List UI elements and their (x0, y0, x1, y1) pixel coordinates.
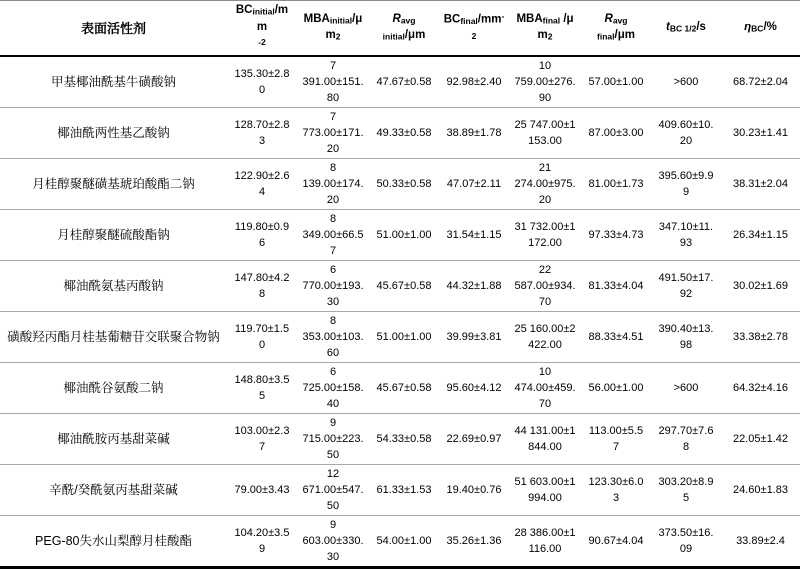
table-row (0, 363, 800, 414)
value-cell: 45.67±0.58 (376, 382, 432, 394)
value-cell: 22.05±1.42 (733, 433, 788, 445)
value-cell: 390.40±13.98 (658, 323, 714, 351)
header-text-part: /μm (404, 29, 426, 41)
value-cell: 31 732.00±1 172.00 (514, 221, 576, 249)
value-cell: 135.30±2.80 (234, 68, 290, 96)
header-text-part: BC (235, 4, 253, 16)
column-header-bc-initial (227, 1, 297, 57)
surfactant-name-cell: PEG-80失水山梨醇月桂酸酯 (35, 534, 192, 548)
value-cell: 22 587.00±934.70 (514, 264, 576, 308)
value-cell: 44.32±1.88 (446, 280, 502, 292)
value-cell: 123.30±6.03 (588, 476, 644, 504)
value-cell: 103.00±2.37 (234, 425, 290, 453)
column-header-mba-final (509, 1, 581, 57)
value-cell: 57.00±1.00 (588, 76, 644, 88)
value-cell: 491.50±17.92 (658, 272, 714, 300)
value-cell: 6 770.00±193.30 (302, 264, 364, 308)
value-cell: 81.33±4.04 (588, 280, 644, 292)
surfactant-name-cell: 椰油酰氨基丙酸钠 (63, 279, 164, 293)
value-cell: 95.60±4.12 (446, 382, 502, 394)
value-cell: 51.00±1.00 (376, 229, 432, 241)
value-cell: 68.72±2.04 (733, 76, 788, 88)
header-text-part: initial (252, 6, 275, 17)
surfactant-name-cell: 椰油酰胺丙基甜菜碱 (57, 432, 170, 446)
table-row (0, 516, 800, 568)
value-cell: 49.33±0.58 (376, 127, 432, 139)
value-cell: 56.00±1.00 (588, 382, 644, 394)
value-cell: 128.70±2.83 (234, 119, 290, 147)
value-cell: 45.67±0.58 (376, 280, 432, 292)
value-cell: 88.33±4.51 (588, 331, 644, 343)
table-body (0, 56, 800, 568)
value-cell: 10 759.00±276.90 (514, 60, 576, 104)
value-cell: 97.33±4.73 (588, 229, 644, 241)
value-cell: 87.00±3.00 (588, 127, 644, 139)
table-row (0, 108, 800, 159)
value-cell: 33.38±2.78 (733, 331, 788, 343)
header-text-part: -2 (258, 36, 266, 47)
header-text-part: - (501, 10, 505, 21)
value-cell: 44 131.00±1 844.00 (514, 425, 576, 453)
value-cell: 31.54±1.15 (446, 229, 502, 241)
value-cell: >600 (673, 76, 699, 88)
header-text-part: final (542, 15, 561, 25)
table-row (0, 56, 800, 108)
header-text-part: MBA (303, 12, 330, 25)
surfactant-name-cell: 椰油酰谷氨酸二钠 (63, 381, 164, 395)
value-cell: 9 603.00±330.30 (302, 519, 364, 563)
value-cell: 119.70±1.50 (234, 323, 290, 351)
header-text-part: BC (443, 13, 461, 26)
header-text-part: /μ (560, 12, 574, 25)
value-cell: 50.33±0.58 (376, 178, 432, 190)
header-text-part: 表面活性剂 (80, 20, 146, 36)
table-row (0, 210, 800, 261)
value-cell: 9 715.00±223.50 (302, 417, 364, 461)
value-cell: 47.67±0.58 (376, 76, 432, 88)
value-cell: >600 (673, 382, 699, 394)
value-cell: 38.89±1.78 (446, 127, 502, 139)
surfactant-name-cell: 椰油酰两性基乙酸钠 (57, 126, 170, 140)
header-text-part: m (325, 29, 336, 41)
header-text-part: /mm (256, 4, 289, 33)
header-text-part: final (597, 31, 615, 42)
value-cell: 51.00±1.00 (376, 331, 432, 343)
surfactant-name-cell: 月桂醇聚醚磺基琥珀酸酯二钠 (32, 177, 195, 191)
value-cell: 19.40±0.76 (446, 484, 502, 496)
column-header-ravg-final (581, 1, 651, 57)
value-cell: 347.10±11.93 (658, 221, 714, 249)
value-cell: 12 671.00±547.50 (302, 468, 364, 512)
column-header-ravg-initial (369, 1, 439, 57)
value-cell: 6 725.00±158.40 (302, 366, 364, 410)
value-cell: 79.00±3.43 (234, 484, 290, 496)
header-text-part: MBA (516, 12, 543, 25)
header-text-part: final (460, 15, 478, 26)
header-text-part: BC (751, 23, 764, 34)
header-text-part: m (537, 29, 548, 41)
value-cell: 22.69±0.97 (446, 433, 502, 445)
header-row (0, 1, 800, 57)
value-cell: 54.33±0.58 (376, 433, 432, 445)
header-text-part: /μm (614, 29, 635, 41)
value-cell: 113.00±5.57 (588, 425, 644, 453)
header-text-part: 2 (335, 31, 341, 42)
header-text-part: R (392, 12, 401, 25)
surfactant-name-cell: 甲基椰油酰基牛磺酸钠 (50, 75, 176, 89)
header-text-part: initial (382, 31, 405, 42)
header-text-part: t (666, 20, 670, 33)
value-cell: 25 747.00±1 153.00 (514, 119, 576, 147)
column-header-t-bc-half (651, 1, 721, 57)
value-cell: 90.67±4.04 (588, 535, 644, 547)
column-header-mba-initial (297, 1, 369, 57)
surfactant-name-cell: 辛酰/癸酰氨丙基甜菜碱 (49, 483, 178, 497)
header-text-part: 2 (547, 31, 553, 42)
value-cell: 24.60±1.83 (733, 484, 788, 496)
table-row (0, 159, 800, 210)
value-cell: 148.80±3.55 (234, 374, 290, 402)
header-text-part: /s (696, 20, 706, 33)
header-text-part: initial (329, 15, 353, 25)
value-cell: 30.02±1.69 (733, 280, 788, 292)
value-cell: 104.20±3.59 (234, 527, 290, 555)
header-text-part: avg (612, 15, 628, 25)
value-cell: 28 386.00±1 116.00 (514, 527, 576, 555)
value-cell: 8 349.00±66.57 (302, 213, 364, 257)
value-cell: 147.80±4.28 (234, 272, 290, 300)
value-cell: 8 353.00±103.60 (302, 315, 364, 359)
header-text-part: R (604, 12, 613, 25)
value-cell: 373.50±16.09 (658, 527, 714, 555)
header-text-part: /% (763, 20, 777, 33)
column-header-bc-final (439, 1, 509, 57)
header-text-part: 2 (471, 30, 477, 41)
value-cell: 409.60±10.20 (658, 119, 714, 147)
value-cell: 39.99±3.81 (446, 331, 502, 343)
value-cell: 303.20±8.95 (658, 476, 714, 504)
value-cell: 122.90±2.64 (234, 170, 290, 198)
table-row (0, 465, 800, 516)
value-cell: 8 139.00±174.20 (302, 162, 364, 206)
value-cell: 297.70±7.68 (658, 425, 714, 453)
value-cell: 30.23±1.41 (733, 127, 788, 139)
value-cell: 25 160.00±2 422.00 (514, 323, 576, 351)
value-cell: 10 474.00±459.70 (514, 366, 576, 410)
header-text-part: η (744, 20, 752, 33)
header-text-part: avg (400, 15, 416, 25)
value-cell: 47.07±2.11 (446, 178, 502, 190)
value-cell: 35.26±1.36 (446, 535, 502, 547)
value-cell: 119.80±0.96 (234, 221, 290, 249)
table-row (0, 261, 800, 312)
table-row (0, 312, 800, 363)
surfactant-name-cell: 磺酸羟丙酯月桂基葡糖苷交联聚合物钠 (7, 330, 220, 344)
value-cell: 26.34±1.15 (733, 229, 788, 241)
header-text-part: /μ (352, 12, 363, 25)
value-cell: 38.31±2.04 (733, 178, 788, 190)
value-cell: 61.33±1.53 (376, 484, 432, 496)
value-cell: 54.00±1.00 (376, 535, 432, 547)
column-header-eta-bc (721, 1, 800, 57)
value-cell: 33.89±2.4 (736, 535, 785, 547)
table-row (0, 414, 800, 465)
value-cell: 21 274.00±975.20 (514, 162, 576, 206)
value-cell: 81.00±1.73 (588, 178, 644, 190)
value-cell: 7 773.00±171.20 (302, 111, 364, 155)
header-text-part: /mm (477, 13, 502, 26)
surfactant-name-cell: 月桂醇聚醚硫酸酯钠 (57, 228, 170, 242)
table-header (0, 1, 800, 57)
value-cell: 92.98±2.40 (446, 76, 502, 88)
value-cell: 7 391.00±151.80 (302, 60, 364, 104)
header-text-part: BC 1/2 (669, 23, 697, 34)
value-cell: 64.32±4.16 (733, 382, 788, 394)
value-cell: 395.60±9.99 (658, 170, 714, 198)
column-header-surfactant (0, 1, 227, 57)
value-cell: 51 603.00±1 994.00 (514, 476, 576, 504)
